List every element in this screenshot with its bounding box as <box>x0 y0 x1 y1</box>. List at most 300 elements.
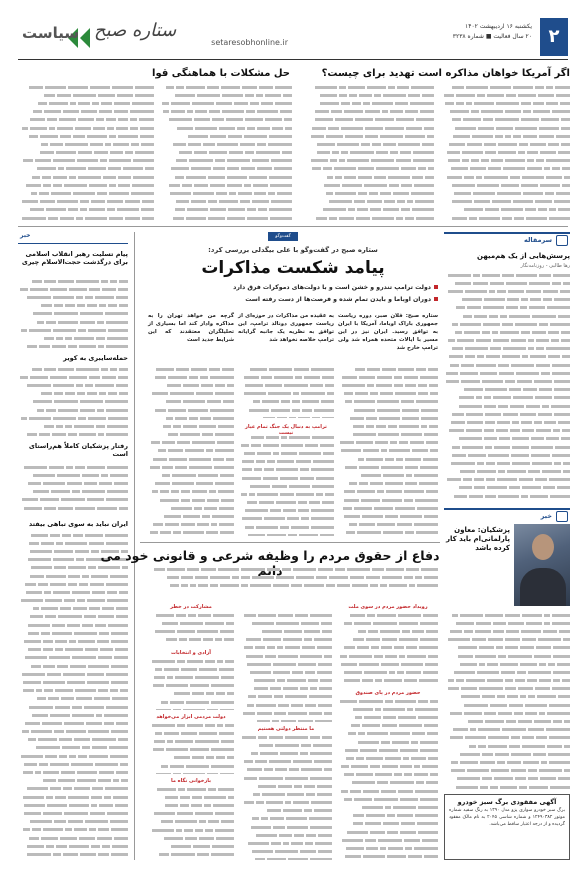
text-line-fragment <box>56 337 63 340</box>
text-line-fragment <box>113 779 119 782</box>
text-line-fragment <box>77 779 95 782</box>
text-line-fragment <box>188 143 201 146</box>
text-line-fragment <box>553 720 562 723</box>
text-line-fragment <box>498 655 506 658</box>
text-line-fragment <box>374 655 383 658</box>
text-line-fragment <box>488 454 509 457</box>
text-line-fragment <box>312 485 334 488</box>
text-line-fragment <box>411 192 434 195</box>
text-line-fragment <box>367 86 386 89</box>
text-line-fragment <box>320 679 332 682</box>
text-line-fragment <box>47 673 61 676</box>
text-line-fragment <box>132 184 154 187</box>
text-line-fragment <box>242 468 251 471</box>
text-line-fragment <box>199 837 214 840</box>
text-line-fragment <box>204 796 225 799</box>
text-line-fragment <box>219 127 235 130</box>
text-line-fragment <box>319 687 332 690</box>
text-line-fragment <box>325 493 334 496</box>
text-line-fragment <box>181 732 196 735</box>
text-line-fragment <box>80 400 103 403</box>
text-line-fragment <box>155 668 162 671</box>
text-line-fragment <box>354 200 365 203</box>
text-line-fragment <box>477 671 498 674</box>
text-line-fragment <box>404 679 417 682</box>
text-line-fragment <box>522 736 533 739</box>
mid-body <box>240 734 332 860</box>
text-line-fragment <box>496 102 520 105</box>
text-line-fragment <box>382 765 398 768</box>
text-line-fragment <box>94 697 110 700</box>
text-line-fragment <box>27 845 44 848</box>
text-line-fragment <box>30 376 48 379</box>
text-line-fragment <box>497 421 510 424</box>
text-line-fragment <box>452 446 460 449</box>
text-line-fragment <box>552 614 570 617</box>
text-line-fragment <box>25 583 35 586</box>
text-line-fragment <box>244 184 251 187</box>
text-line-fragment <box>380 135 403 138</box>
text-line-fragment <box>402 630 410 633</box>
text-line-fragment <box>252 576 275 579</box>
text-line-fragment <box>493 630 504 633</box>
text-line-fragment <box>107 591 117 594</box>
text-line-fragment <box>154 740 165 743</box>
text-line-fragment <box>327 176 333 179</box>
text-line-fragment <box>42 176 50 179</box>
text-line-fragment <box>99 304 106 307</box>
text-line-fragment <box>96 337 105 340</box>
text-line-fragment <box>153 523 163 526</box>
text-line-fragment <box>95 296 114 299</box>
text-line-fragment <box>247 768 262 771</box>
text-line-fragment <box>358 732 365 735</box>
text-line-fragment <box>530 298 541 301</box>
text-line-fragment <box>426 630 438 633</box>
text-line-fragment <box>360 749 377 752</box>
ad-box <box>444 794 570 860</box>
left-headline[interactable]: ایران نباید به سوی تباهی بیفتد <box>28 520 128 528</box>
text-line-fragment <box>69 376 86 379</box>
text-line-fragment <box>318 663 332 666</box>
text-line-fragment <box>386 568 404 571</box>
text-line-fragment <box>394 773 403 776</box>
text-line-fragment <box>217 143 238 146</box>
masthead <box>18 18 568 60</box>
text-line-fragment <box>45 755 58 758</box>
text-line-fragment <box>154 568 166 571</box>
text-line-fragment <box>486 355 501 358</box>
text-line-fragment <box>180 796 190 799</box>
text-line-fragment <box>101 368 108 371</box>
text-line-fragment <box>413 151 434 154</box>
text-line-fragment <box>385 515 398 518</box>
text-line-fragment <box>64 184 88 187</box>
text-line-fragment <box>316 576 327 579</box>
text-line-fragment <box>395 507 415 510</box>
text-line-fragment <box>159 853 169 856</box>
text-line-fragment <box>39 192 49 195</box>
text-line-fragment <box>283 809 302 812</box>
text-line-fragment <box>150 466 160 469</box>
left-headline[interactable]: حمله‌سایبری به کویر <box>63 354 128 362</box>
text-line-fragment <box>482 695 495 698</box>
text-line-fragment <box>492 331 498 334</box>
text-line-fragment <box>210 576 231 579</box>
text-line-fragment <box>82 746 90 749</box>
text-line-fragment <box>458 655 472 658</box>
text-line-fragment <box>246 638 261 641</box>
text-line-fragment <box>267 809 282 812</box>
text-line-fragment <box>564 745 570 748</box>
text-line-fragment <box>108 304 117 307</box>
text-line-fragment <box>189 159 212 162</box>
text-line-fragment <box>382 110 388 113</box>
text-line-fragment <box>53 296 75 299</box>
mid-subhead: آزادی و انتخابات <box>171 650 211 656</box>
text-line-fragment <box>424 127 434 130</box>
text-line-fragment <box>293 801 310 804</box>
text-line-fragment <box>420 741 438 744</box>
text-line-fragment <box>87 135 106 138</box>
text-line-fragment <box>318 834 332 837</box>
text-line-fragment <box>181 523 195 526</box>
text-line-fragment <box>152 490 158 493</box>
text-line-fragment <box>118 288 128 291</box>
text-line-fragment <box>130 127 138 130</box>
feature-title[interactable]: پیامد شکست مذاکرات <box>201 258 385 278</box>
text-line-fragment <box>322 630 332 633</box>
text-line-fragment <box>68 433 77 436</box>
text-line-fragment <box>69 755 76 758</box>
text-line-fragment <box>76 384 83 387</box>
text-line-fragment <box>35 771 42 774</box>
text-line-fragment <box>514 712 523 715</box>
editorial-headline[interactable]: پرسش‌هایی از یک هم‌میهن <box>477 252 570 260</box>
text-line-fragment <box>312 417 320 418</box>
text-line-fragment <box>348 86 365 89</box>
text-line-fragment <box>449 429 465 432</box>
text-line-fragment <box>31 192 37 195</box>
text-line-fragment <box>40 135 59 138</box>
text-line-fragment <box>284 384 308 387</box>
text-line-fragment <box>90 86 110 89</box>
text-line-fragment <box>505 110 521 113</box>
text-line-fragment <box>400 831 417 834</box>
text-line-fragment <box>417 507 438 510</box>
text-line-fragment <box>265 655 276 658</box>
text-line-fragment <box>450 364 460 367</box>
text-line-fragment <box>110 280 117 283</box>
feature-body-col1 <box>338 366 438 536</box>
text-line-fragment <box>376 384 392 387</box>
text-line-fragment <box>528 728 544 731</box>
text-line-fragment <box>549 217 570 220</box>
text-line-fragment <box>533 110 550 113</box>
feature-body-col2 <box>238 366 334 418</box>
text-line-fragment <box>305 671 315 674</box>
text-line-fragment <box>182 184 191 187</box>
text-line-fragment <box>502 274 514 277</box>
text-line-fragment <box>170 765 184 768</box>
text-line-fragment <box>58 409 79 412</box>
text-line-fragment <box>204 804 212 807</box>
text-line-fragment <box>253 184 267 187</box>
text-line-fragment <box>213 167 225 170</box>
text-line-fragment <box>324 768 332 771</box>
text-line-fragment <box>273 671 290 674</box>
text-line-fragment <box>552 687 570 690</box>
text-line-fragment <box>487 94 504 97</box>
text-line-fragment <box>416 781 424 784</box>
text-line-fragment <box>82 575 89 578</box>
text-line-fragment <box>98 433 104 436</box>
text-line-fragment <box>195 812 213 815</box>
text-line-fragment <box>387 831 398 834</box>
text-line-fragment <box>56 845 67 848</box>
text-line-fragment <box>53 329 76 332</box>
text-line-fragment <box>105 787 128 790</box>
text-line-fragment <box>380 584 387 587</box>
text-line-fragment <box>528 695 535 698</box>
text-line-fragment <box>315 86 338 89</box>
text-line-fragment <box>473 192 496 195</box>
text-line-fragment <box>460 323 481 326</box>
text-line-fragment <box>110 151 123 154</box>
text-line-fragment <box>397 86 409 89</box>
text-line-fragment <box>317 646 332 649</box>
text-line-fragment <box>527 167 543 170</box>
text-line-fragment <box>384 679 402 682</box>
text-line-fragment <box>289 485 310 488</box>
text-line-fragment <box>412 732 425 735</box>
text-line-fragment <box>54 312 78 315</box>
text-line-fragment <box>269 760 291 763</box>
text-line-fragment <box>216 692 225 695</box>
text-line-fragment <box>407 655 426 658</box>
text-line-fragment <box>376 167 399 170</box>
text-line-fragment <box>300 687 309 690</box>
text-line-fragment <box>539 274 551 277</box>
text-line-fragment <box>37 167 56 170</box>
text-line-fragment <box>454 192 471 195</box>
text-line-fragment <box>474 315 487 318</box>
text-line-fragment <box>398 614 422 617</box>
text-line-fragment <box>53 184 62 187</box>
text-line-fragment <box>40 498 59 501</box>
feature-quote: گرچه من خواهد تهران را به مذاکره وادار کند اما بسیاری از تحلیلگران معتقدند که این شرایط جدید است <box>148 313 234 343</box>
text-line-fragment <box>60 135 70 138</box>
text-line-fragment <box>496 646 502 649</box>
text-line-fragment <box>107 490 128 493</box>
text-line-fragment <box>490 282 504 285</box>
text-line-fragment <box>187 568 199 571</box>
text-line-fragment <box>560 290 570 293</box>
text-line-fragment <box>304 584 324 587</box>
text-line-fragment <box>142 200 154 203</box>
text-line-fragment <box>300 655 322 658</box>
text-line-fragment <box>541 372 549 375</box>
text-line-fragment <box>539 127 558 130</box>
text-line-fragment <box>453 728 468 731</box>
text-line-fragment <box>248 534 265 536</box>
text-line-fragment <box>383 474 404 477</box>
text-line-fragment <box>538 638 561 641</box>
text-line-fragment <box>322 501 334 504</box>
text-line-fragment <box>203 638 213 641</box>
text-line-fragment <box>501 184 519 187</box>
text-line-fragment <box>381 646 392 649</box>
top-headline-left[interactable]: حل مشکلات با هماهنگی قوا <box>152 68 290 79</box>
text-line-fragment <box>310 777 332 780</box>
text-line-fragment <box>464 331 480 334</box>
text-line-fragment <box>114 102 131 105</box>
text-line-fragment <box>481 110 503 113</box>
text-line-fragment <box>44 280 57 283</box>
top-headline-right[interactable]: اگر آمریکا خواهان مذاکره است تهدید برای چیست؟ <box>321 68 570 79</box>
text-line-fragment <box>519 143 529 146</box>
text-line-fragment <box>29 542 40 545</box>
text-line-fragment <box>422 143 434 146</box>
news-icon <box>556 511 568 522</box>
text-line-fragment <box>358 741 379 744</box>
text-line-fragment <box>163 425 171 428</box>
text-line-fragment <box>107 337 128 340</box>
text-line-fragment <box>75 507 95 510</box>
text-line-fragment <box>352 584 367 587</box>
text-line-fragment <box>342 384 365 387</box>
text-line-fragment <box>398 790 413 793</box>
text-line-fragment <box>300 850 316 853</box>
text-line-fragment <box>118 738 128 741</box>
text-line-fragment <box>109 184 115 187</box>
text-line-fragment <box>176 86 184 89</box>
text-line-fragment <box>153 748 164 751</box>
text-line-fragment <box>222 94 242 97</box>
site-url[interactable]: setaresobhonline.ir <box>211 38 288 47</box>
text-line-fragment <box>480 786 488 789</box>
text-line-fragment <box>88 566 96 569</box>
text-line-fragment <box>520 695 526 698</box>
text-line-fragment <box>544 167 550 170</box>
text-line-fragment <box>192 796 202 799</box>
text-line-fragment <box>54 820 66 823</box>
text-line-fragment <box>31 730 52 733</box>
text-line-fragment <box>273 584 290 587</box>
text-line-fragment <box>215 384 225 387</box>
text-line-fragment <box>53 417 76 420</box>
mid-article-title[interactable]: دفاع از حقوق مردم را وظیفه شرعی و قانونی خود می <box>100 548 440 563</box>
text-line-fragment <box>509 388 521 391</box>
text-line-fragment <box>388 847 402 850</box>
text-line-fragment <box>278 655 298 658</box>
text-line-fragment <box>99 392 106 395</box>
text-line-fragment <box>158 449 165 452</box>
text-line-fragment <box>421 417 438 420</box>
text-line-fragment <box>476 364 496 367</box>
text-line-fragment <box>237 127 245 130</box>
text-line-fragment <box>410 102 434 105</box>
text-line-fragment <box>24 466 46 469</box>
text-line-fragment <box>221 820 234 823</box>
text-line-fragment <box>40 200 54 203</box>
text-line-fragment <box>392 741 409 744</box>
text-line-fragment <box>171 167 188 170</box>
text-line-fragment <box>68 566 85 569</box>
text-line-fragment <box>107 200 123 203</box>
text-line-fragment <box>155 630 175 633</box>
text-line-fragment <box>216 837 234 840</box>
left-headline[interactable]: پیام تسلیت رهبر انقلاب اسلامی برای درگذشت حجت‌الاسلام چیری <box>21 250 128 266</box>
text-line-fragment <box>151 441 160 444</box>
text-line-fragment <box>263 444 279 447</box>
text-line-fragment <box>116 296 128 299</box>
text-line-fragment <box>481 159 490 162</box>
text-line-fragment <box>215 449 234 452</box>
text-line-fragment <box>22 127 28 130</box>
text-line-fragment <box>562 167 570 170</box>
news-headline[interactable]: پزشکیان: معاون پارلمانی‌ام باید کار کرده باشد <box>445 526 510 552</box>
text-line-fragment <box>245 118 262 121</box>
text-line-fragment <box>527 679 537 682</box>
text-line-fragment <box>500 331 519 334</box>
text-line-fragment <box>521 495 527 498</box>
text-line-fragment <box>528 671 551 674</box>
text-line-fragment <box>430 449 438 452</box>
text-line-fragment <box>494 446 510 449</box>
page-number: ۲ <box>540 18 568 56</box>
text-line-fragment <box>364 184 387 187</box>
text-line-fragment <box>118 176 131 179</box>
text-line-fragment <box>154 676 165 679</box>
text-line-fragment <box>347 831 368 834</box>
text-line-fragment <box>171 853 195 856</box>
left-headline[interactable]: رفتار پزشکیان کاملاً هم‌راستای است <box>28 442 128 458</box>
text-line-fragment <box>381 466 403 469</box>
text-line-fragment <box>561 331 570 334</box>
text-line-fragment <box>420 749 438 752</box>
text-line-fragment <box>99 804 112 807</box>
text-line-fragment <box>32 176 40 179</box>
text-line-fragment <box>50 714 69 717</box>
text-line-fragment <box>521 421 532 424</box>
text-line-fragment <box>75 689 96 692</box>
text-line-fragment <box>45 86 66 89</box>
text-line-fragment <box>221 740 234 743</box>
text-line-fragment <box>535 396 552 399</box>
text-line-fragment <box>238 192 252 195</box>
text-line-fragment <box>65 828 72 831</box>
text-line-fragment <box>418 384 427 387</box>
text-line-fragment <box>352 102 361 105</box>
text-line-fragment <box>507 695 518 698</box>
text-line-fragment <box>218 490 234 493</box>
text-line-fragment <box>460 761 478 764</box>
text-line-fragment <box>420 110 434 113</box>
text-line-fragment <box>291 526 309 529</box>
text-line-fragment <box>485 720 504 723</box>
text-line-fragment <box>166 400 181 403</box>
text-line-fragment <box>72 490 80 493</box>
text-line-fragment <box>400 151 411 154</box>
text-line-fragment <box>131 192 154 195</box>
text-line-fragment <box>244 760 254 763</box>
text-line-fragment <box>25 656 47 659</box>
text-line-fragment <box>180 622 203 625</box>
text-line-fragment <box>98 656 113 659</box>
text-line-fragment <box>306 834 316 837</box>
text-line-fragment <box>267 858 287 860</box>
